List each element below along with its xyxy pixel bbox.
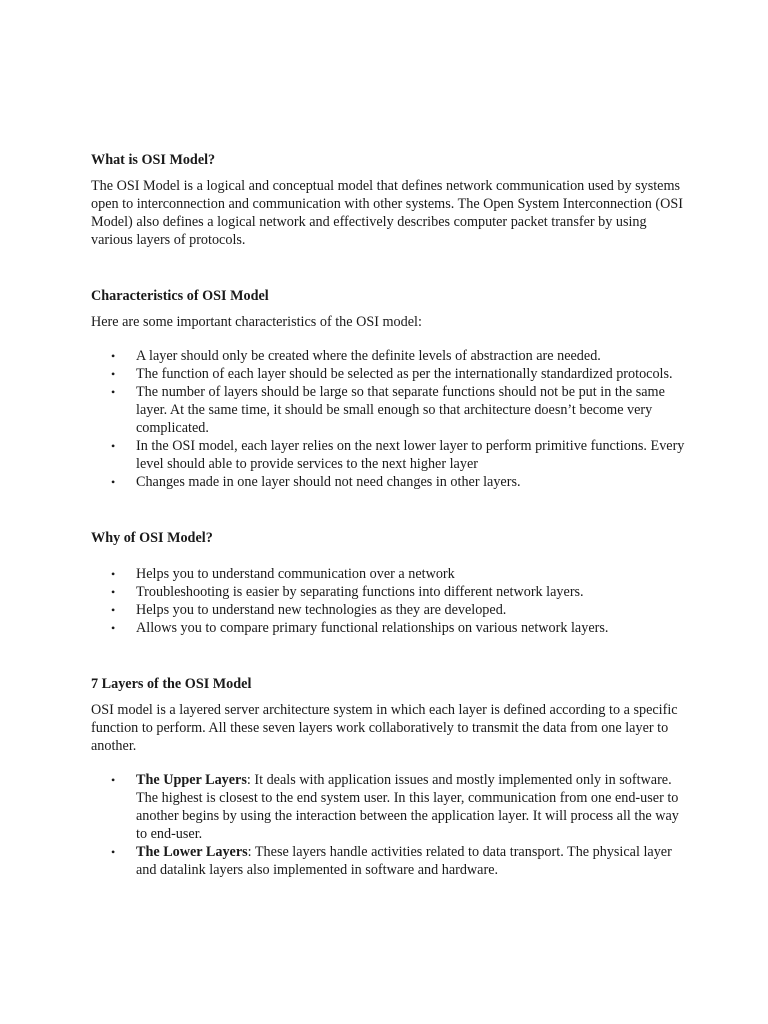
list-item	[91, 473, 686, 491]
list-item	[91, 843, 686, 879]
list-item-text: : It deals with application issues and mostly implemented only in software. The highest is closest to the end system user. In this layer, communication from one end-user to another begins by using the interaction between the application layer. It will process all the way to end-user.	[136, 772, 679, 842]
list-item	[91, 601, 686, 619]
paragraph-what-is-osi: The OSI Model is a logical and conceptual model that defines network communication used by systems open to interconnection and communication with other systems. The Open System Interconnection (OSI Model) also defines a logical network and effectively describes computer packet transfer by using various layers of protocols.	[91, 178, 683, 248]
list-characteristics	[91, 347, 686, 491]
heading-characteristics: Characteristics of OSI Model	[91, 288, 269, 304]
list-item-text: Changes made in one layer should not need changes in other layers.	[136, 474, 521, 490]
list-item	[91, 565, 686, 583]
bullet-icon: •	[111, 773, 116, 787]
list-item	[91, 437, 686, 473]
paragraph-seven-layers: OSI model is a layered server architecture system in which each layer is defined according to a specific function to perform. All these seven layers work collaboratively to transmit the data from one layer to another.	[91, 702, 678, 754]
bullet-icon: •	[111, 845, 116, 859]
bullet-icon: •	[111, 567, 116, 581]
list-item	[91, 383, 686, 437]
list-item-term: The Lower Layers	[136, 844, 248, 860]
bullet-icon: •	[111, 349, 116, 363]
bullet-icon: •	[111, 603, 116, 617]
list-item-text: The number of layers should be large so that separate functions should not be put in the same layer. At the same time, it should be small enough so that architecture doesn’t become very complicated.	[136, 384, 665, 436]
list-item	[91, 619, 686, 637]
bullet-icon: •	[111, 585, 116, 599]
list-item-term: The Upper Layers	[136, 772, 247, 788]
heading-why-osi: Why of OSI Model?	[91, 530, 213, 546]
bullet-icon: •	[111, 621, 116, 635]
list-why-osi	[91, 565, 686, 637]
bullet-icon: •	[111, 367, 116, 381]
list-layer-groups	[91, 771, 686, 879]
list-item-text: The function of each layer should be selected as per the internationally standardized protocols.	[136, 366, 673, 382]
list-item-text: A layer should only be created where the definite levels of abstraction are needed.	[136, 348, 601, 364]
list-item	[91, 365, 686, 383]
list-item	[91, 771, 686, 843]
bullet-icon: •	[111, 439, 116, 453]
document-page	[91, 151, 686, 879]
bullet-icon: •	[111, 475, 116, 489]
bullet-icon: •	[111, 385, 116, 399]
heading-seven-layers: 7 Layers of the OSI Model	[91, 676, 252, 692]
list-item	[91, 583, 686, 601]
paragraph-characteristics-intro: Here are some important characteristics of the OSI model:	[91, 314, 422, 330]
list-item-text: In the OSI model, each layer relies on the next lower layer to perform primitive functions. Every level should able to provide services to the next higher layer	[136, 438, 685, 472]
list-item	[91, 347, 686, 365]
heading-what-is-osi: What is OSI Model?	[91, 152, 216, 168]
list-item-text: Troubleshooting is easier by separating functions into different network layers.	[136, 584, 584, 600]
list-item-text: Helps you to understand communication over a network	[136, 566, 455, 582]
list-item-text: Allows you to compare primary functional relationships on various network layers.	[136, 620, 609, 636]
list-item-text: Helps you to understand new technologies as they are developed.	[136, 602, 507, 618]
list-item-text: : These layers handle activities related to data transport. The physical layer and datalink layers also implemented in software and hardware.	[136, 844, 672, 878]
